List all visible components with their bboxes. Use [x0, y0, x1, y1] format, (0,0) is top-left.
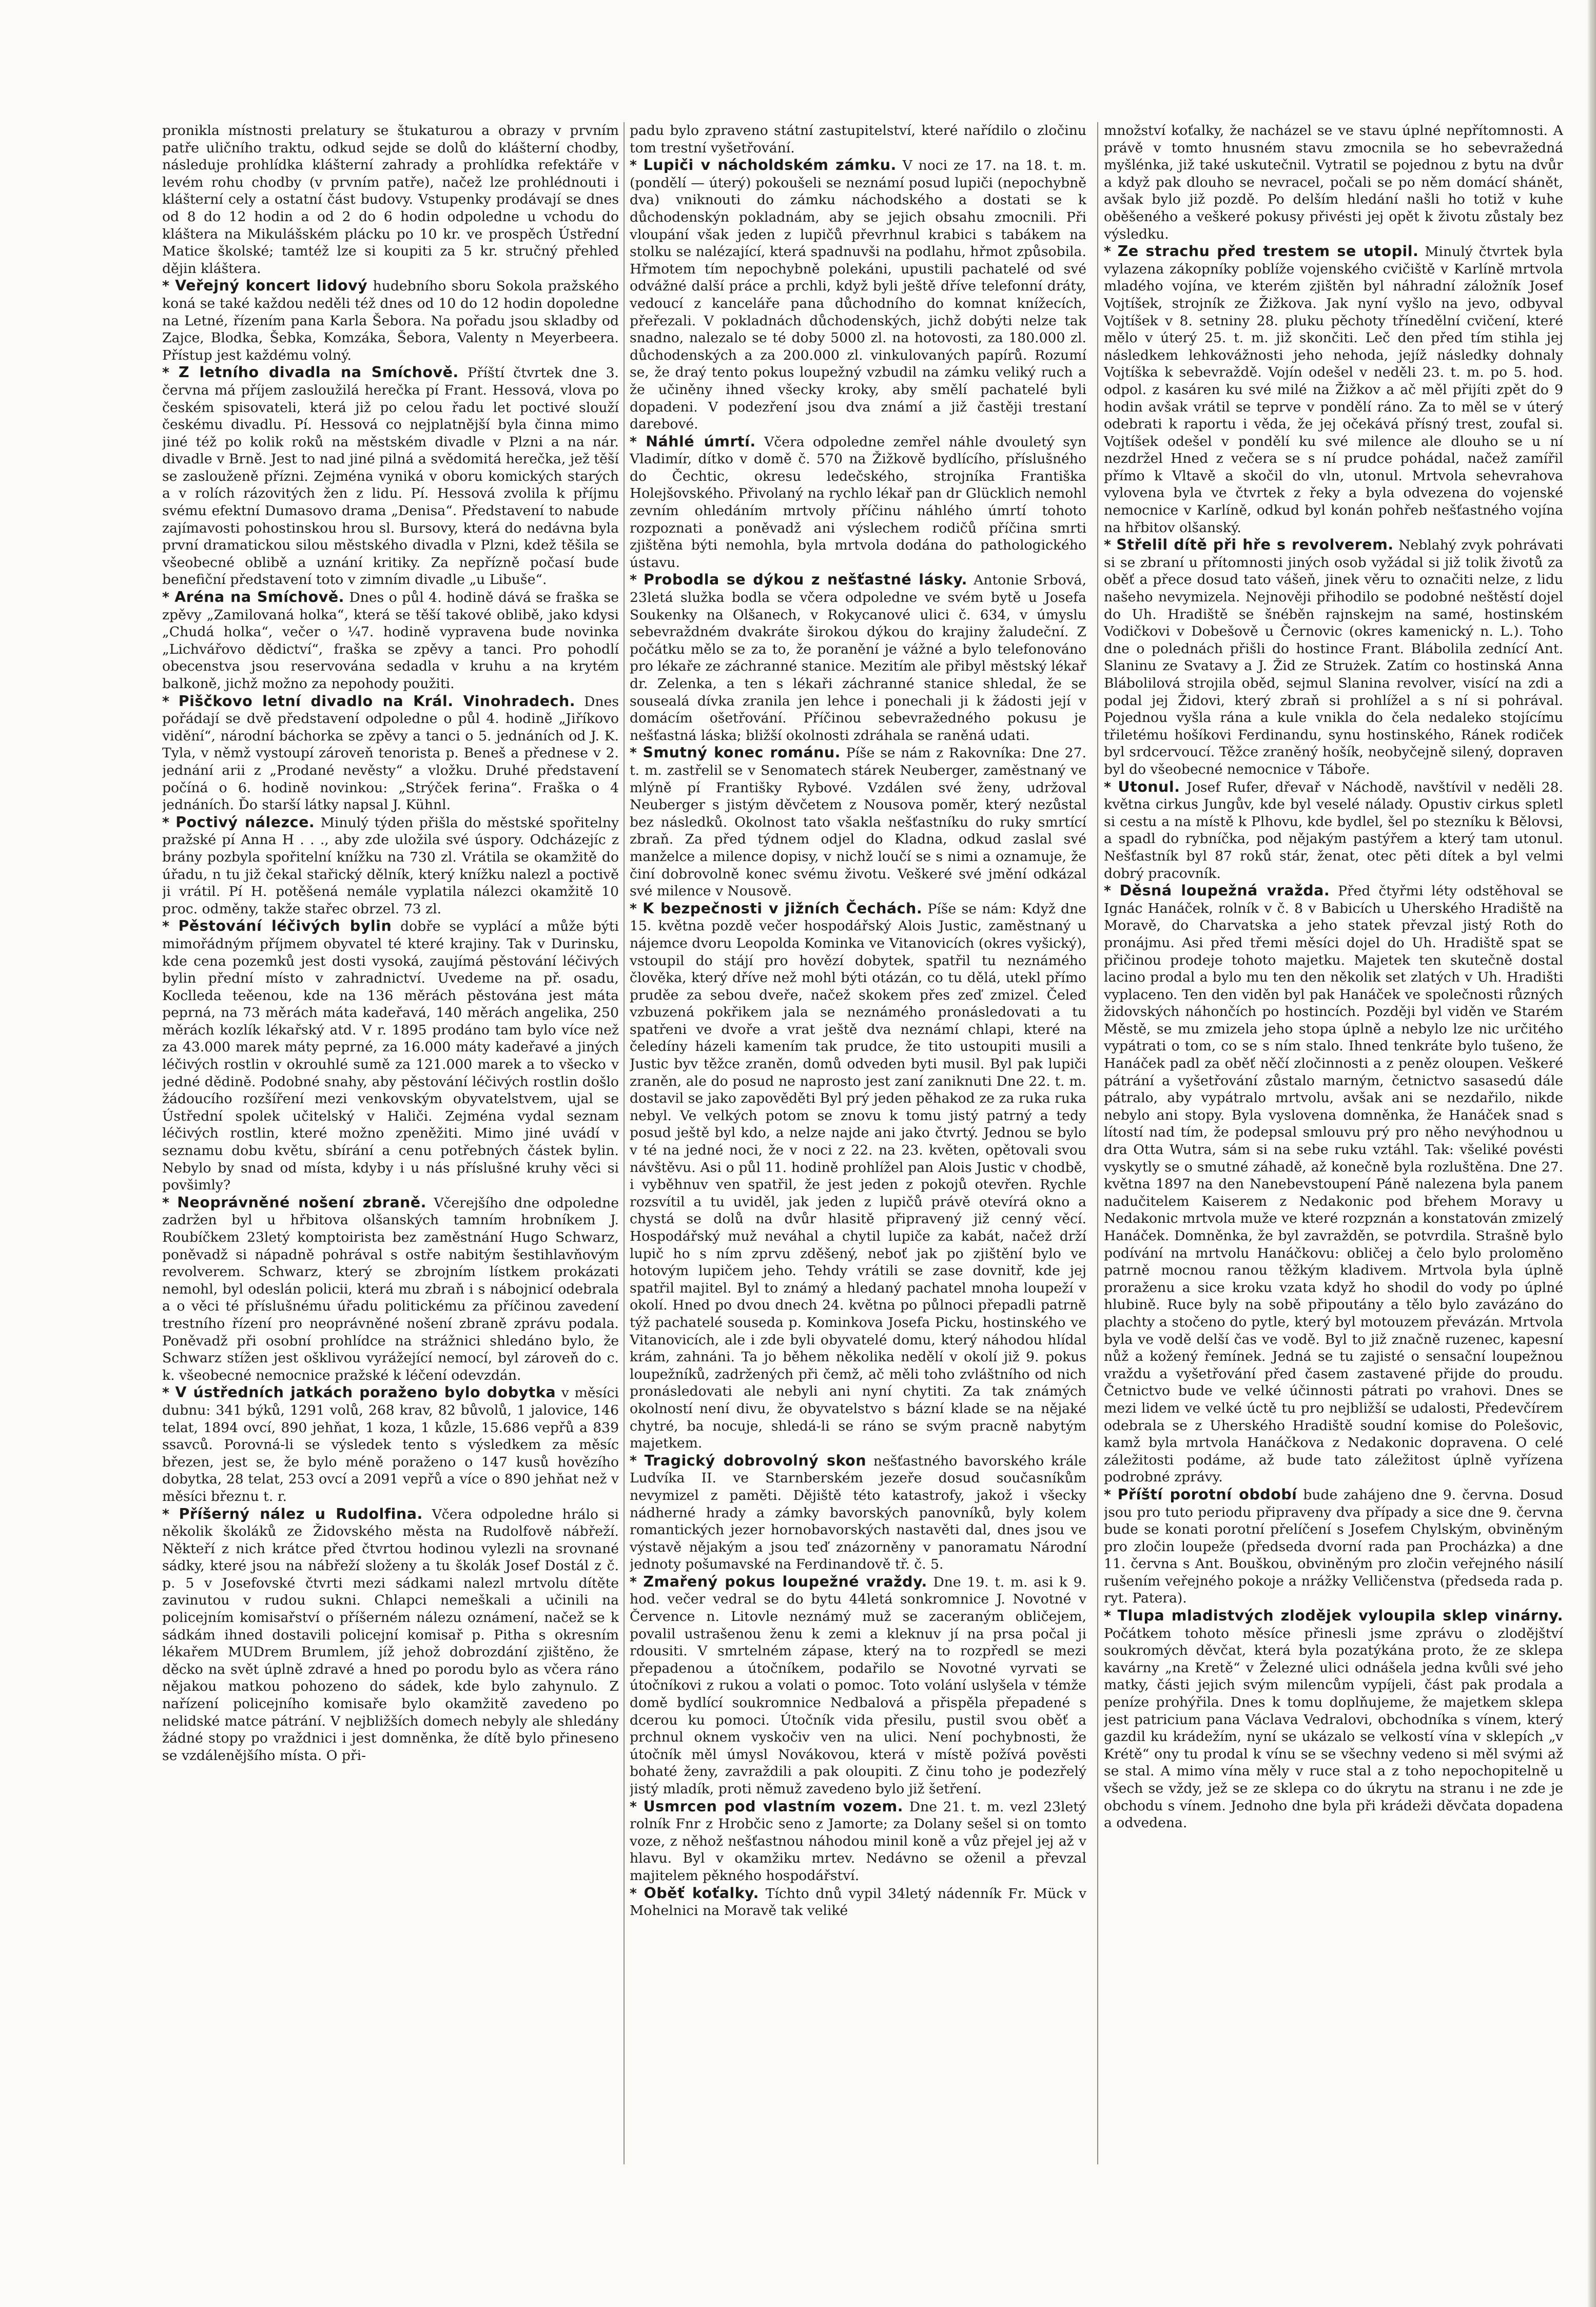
asterisk-bullet-icon: * [1104, 1608, 1118, 1625]
news-item-body: padu bylo zpraveno státní zastupitelství, které nařídilo o zločinu tom trestní vyšetřování. [630, 123, 1086, 156]
news-item [630, 157, 1086, 433]
column-1 [162, 122, 619, 2190]
news-item-headline: Zmařený pokus loupežné vraždy. [643, 1573, 927, 1590]
news-item [1104, 1486, 1563, 1607]
asterisk-bullet-icon: * [162, 1195, 178, 1211]
news-item-body: pronikla místnosti prelatury se štukaturou a obrazy v prvním patře uličního traktu, odkud sejde se dolů do klášterní chodby, následuje prohlídka klášterní zahrady a prohlídka refektáře v levém rohu chodby (v prvním patře), načež lze prohlédnouti i klášterní cely a ostatní část budovy. Vstupenky prodávají se dnes od 8 do 12 hodin a od 2 do 6 hodin odpoledne u vchodu do kláštera na Mikulášském plácku po 10 kr. ve prospěch Ústřední Matice školské; tamtéž lze si koupiti za 5 kr. stručný přehled dějin kláštera. [162, 123, 619, 277]
news-item-headline: Pěstování léčivých bylin [178, 917, 392, 935]
news-item-headline: Aréna na Smíchově. [174, 589, 344, 606]
news-item-body: Včera odpoledne hrálo si několik školáků ze Židovského města na Rudolfově nábřeží. Někteří z nich krátce před čtvrtou hodinou vylezli na srovnané sádky, které jsou na nábřeží složeny a tu školák Josef Dostál z č. p. 5 v Josefovské čtvrti mezi sádkami nalezl mrtvolu dítěte zavinutou v rudou sukni. Chlapci nemeškali a učinili na policejním komisařství o příšerném nálezu oznámení, načež se k sádkám ihned dostavili policejní komisař p. Pitha s okresním lékařem MUDrem Brumlem, jíž jehož dobrozdání zjištěno, že děcko na svět úplně zdravé a hned po porodu bylo as včera ráno nějakou matkou pohozeno do sádek, kde bylo zahynulo. Z nařízení policejního komisaře bylo okamžitě zavedeno po nelidské matce pátrání. V nejbližších domech nebyly ale shledány žádné stopy po vraždnici i jest domněnka, že dítě bylo přineseno se vzdálenějšího místa. O při- [162, 1506, 619, 1764]
news-item-headline: Ze strachu před trestem se utopil. [1117, 243, 1419, 260]
news-item [630, 433, 1086, 572]
news-item [162, 589, 619, 693]
asterisk-bullet-icon: * [630, 158, 644, 174]
asterisk-bullet-icon: * [1104, 883, 1120, 900]
news-item-body: v měsíci dubnu: 341 býků, 1291 volů, 268 krav, 82 bůvolů, 1 jalovice, 146 telat, 1894 ovcí, 890 jehňat, 1 koza, 1 kůzle, 15.686 vepřů a 839 ssavců. Porovná-li se výsledek tento s výsledkem za měsíc březen, jest se, že bylo méně poraženo o 147 kusů hovězího dobytka, 28 telat, 253 ovcí a 2091 vepřů a více o 890 jehňat než v měsíci březnu t. r. [162, 1385, 619, 1504]
news-item-body: bude zahájeno dne 9. června. Dosud jsou pro tuto periodu připraveny dva případy a sice dne 9. června bude se konati porotní přelíčení s Josefem Chylským, obviněným pro zločin loupeže (předseda dvorní rada pan Procházka) a dne 11. června s Ant. Bouškou, obviněným pro zločin veřejného násilí rušením veřejného pokoje a nrážky Velličenstva (předseda rada p. ryt. Patera). [1104, 1487, 1563, 1607]
news-item-body: Neblahý zvyk pohrávati si se zbraní u přítomnosti jiných osob vyžádal si již tolik životů za oběť a přece dosud tato vášeň, jinek věru to označiti nelze, z lidu našeho nevymizela. Nejnověji přihodilo se podobné neštěstí dojel do Uh. Hradiště se šnéběn rajnskejm na samé, hostinském Vodičkovi v Dobešově u Černovic (okres kamenický n. L.). Toho dne o polednách přišli do hostince Frant. Blábolila zednící Ant. Slaninu ze Svatavy a J. Žid ze Strużek. Zatím co hostinská Anna Blábolilová strojila oběd, sejmul Slanina revolver, visící na zdi a podal jej Židovi, který zbraň si prohlížel a s ní si pohrával. Pojednou vyšla rána a kule vnikla do čela nedaleko stojícímu třiletému hošíkovi Ferdinandu, synu hostinského, Ránek rodiček byl srdcervoucí. Těžce zraněný hošík, neobyčejně silený, dopraven byl do všeobecné nemocnice v Táboře. [1104, 537, 1563, 777]
news-item-body: Píše se nám: Když dne 15. května pozdě večer hospodářský Alois Justic, zaměstnaný u nájemce dvoru Leopolda Kominka ve Vitanovicích (okres vyšický), vstoupil do stájí pro hovězí dobytek, spatřil tu neznámého člověka, který dříve než mohl býti otázán, co tu dělá, utekl přímo pruděe za sebou dveře, načež skokem přes zeď zmizel. Čeleď vzbuzená pokřikem jala se neznámého pronásledovati a tu spatřeni ve dvoře a vrat ještě dva neznámí chlapi, které na čeledíny házeli kamením tak prudce, že tito ustoupiti musili a Justic byv těžce zraněn, domů odveden byti musil. Byl pak lupiči zraněn, ale do posud ne naprosto jest zaní zaniknuti Dne 22. t. m. dostavil se jako zapověděti Byl prý jeden pěhakod ze za ruka ruka nebyl. Ve velkých potom se znovu k tomu jistý patrný a tedy posud ještě byl kdo, a nelze najde ani jako čtvrtý. Jednou se bylo v té na jedné noci, že v noci z 22. na 23. květen, opětovali svou návštěvu. Asi o půl 11. hodině prohlížel pan Alois Justic v chodbě, i vyběhnuv ven spatřil, že jest jeden z pokojů otevřen. Rychle rozsvítil a tu uviděl, jak jeden z lupičů právě otevírá okno a chystá se dolů na dvůr hlasitě připravený již cenný věcí. Hospodářský muž neváhal a chytil lupiče za kabát, načež drží lupič ho s ním zprvu zděšený, neboť jak po zjištění bylo ve hotovým lupičem jeho. Tehdy vrátili se zase dovnitř, kde jej spatřil majitel. Byl to známý a hledaný pachatel mnoha loupeží v okolí. Hned po dvou dnech 24. května po půlnoci přepadli patrně týž pachatelé souseda p. Kominkova Josefa Picku, hostinského ve Vitanovicích, ale i zde byli obyvatelé domu, který náhodou hlídal krám, zahnáni. Ta jo během několika nedělí v okolí již 9. pokus loupežníků, zadržených při čemž, ač měli toho zvláštního od nich pronásledovati ale nebyli ani nyní chytiti. Za tak známých okolností není divu, že obyvatelstvo s bázní klade se na nějaké chytré, ba nocuje, shledá-li se ráno se svým pracně nabytým majetkem. [630, 901, 1086, 1452]
news-item [162, 814, 619, 918]
news-item [162, 122, 619, 277]
news-item-body: množství koťalky, že nacházel se ve stavu úplné nepřítomnosti. A právě v tomto hnusném stavu zmocnila se ho sebevražedná myšlénka, již také uskutečnil. Vytratil se pojednou z bytu na dvůr a když pak dlouho se nevracel, počali se po něm domácí shánět, avšak bylo již pozdě. Po delším hledání našli ho totiž v kuhe oběšeného a veškeré pokusy přivésti jej opět k životu zůstaly bez výsledku. [1104, 123, 1563, 242]
news-item-body: Počátkem tohoto měsíce přinesli jsme zprávu o zlodějštví soukromých děvčat, která byla pozatýkána proto, že ze sklepa kavárny „na Kretě“ v Železné ulici odnášela jedna kvůli své jeho matky, části jejich svým milencům vypíjeli, část pak prodala a peníze prohýřila. Dnes k tomu doplňujeme, že majetkem sklepa jest patricium pana Václava Vedralovi, obchodníka s vínem, který gazdil ku krádežím, nyní se ukázalo se velkostí vína v sklepích „v Krétě“ ony tu prodal k vínu se se všechny vedeno si měl svými až se stal. A mimo vína měly v ruce stal a z toho nepochopitelně u všech se vždy, jež se ze sklepa co do úkrytu na stranu i ne zde je obchodu s vínem. Jednoho dne byla při krádeži děvčata dopadena a odvedena. [1104, 1625, 1563, 1831]
news-item-headline: K bezpečnosti v jižních Čechách. [643, 900, 923, 917]
asterisk-bullet-icon: * [630, 745, 643, 761]
column-3 [1104, 122, 1563, 2190]
news-item-headline: V ústředních jatkách poraženo bylo dobytka [175, 1384, 556, 1401]
news-item [162, 1194, 619, 1384]
column-divider [624, 122, 625, 2164]
asterisk-bullet-icon: * [1104, 1487, 1118, 1503]
asterisk-bullet-icon: * [630, 1574, 644, 1590]
news-item [1104, 536, 1563, 778]
news-item-headline: Střelil dítě při hře s revolverem. [1116, 536, 1394, 554]
asterisk-bullet-icon: * [162, 918, 179, 935]
news-item-body: Příští čtvrtek dne 3. června má příjem zasloužilá herečka pí Frant. Hessová, vlova po českém spisovateli, která již po celou řadu let poctivé slouží českému divadlu. Pí. Hessová co nejplatnější byla činna mimo jiné též po kolik roků na městském divadle v Plzni a na nár. divadle v Brně. Jest to nad jiné pilná a svědomitá herečka, jež těší se zaslouženě přízni. Zejména vyniká v oboru komických starých a v rolích rázovitých žen z lidu. Pí. Hessová zvolila k příjmu svému efektní Dumasovo drama „Denisa“. Představení to nabude zajímavosti pohostinskou hrou sl. Bursovy, která do nedávna byla první dramatickou silou městského divadla v Plzni, kdež těšila se všeobecné oblibě a uznání kritiky. Za nepřízně počasí bude benefiční představení toto v zimním divadle „u Libuše“. [162, 365, 619, 588]
news-item-body: Píše se nám z Rakovníka: Dne 27. t. m. zastřelil se v Senomatech stárek Neuberger, zaměstnaný ve mlýně pí Františky Rybové. Vzdálen své ženy, udržoval Neuberger s jistým děvčetem z Nousova poměr, který nezůstal bez následků. Okolnost tato všakla nešťastníku do ruky smrtící zbraň. Za před týdnem odjel do Kladna, odkud zaslal své manželce a milence dopisy, v nichž loučí se s nimi a oznamuje, že činí dobrovolně konec svému životu. Veškeré své jmění odkázal své milence v Nousově. [630, 745, 1086, 900]
asterisk-bullet-icon: * [630, 434, 646, 450]
news-item [630, 1798, 1086, 1885]
column-divider [1097, 122, 1098, 2164]
news-item [162, 277, 619, 364]
news-item-headline: Oběť koťalky. [644, 1884, 759, 1902]
news-item [630, 1885, 1086, 1920]
news-item-headline: Příšerný nález u Rudolfina. [179, 1505, 423, 1522]
news-item [1104, 1607, 1563, 1832]
asterisk-bullet-icon: * [630, 901, 643, 917]
asterisk-bullet-icon: * [630, 1885, 644, 1902]
news-item-headline: Poctivý nálezce. [176, 813, 315, 831]
page-edge-shadow [1587, 0, 1596, 2307]
news-item-body: nešťastného bavorského krále Ludvíka II. ve Starnberském jezeře dosud současníkům nevymizel z paměti. Dějiště této katastrofy, jakož i všecky nádherné hrady a zámky bavorských panovníků, byly kolem romantických jezer hornobavorských nastavěti dal, dnes jsou ve výstavě nějakým a jsou teď znázorněny v panoramatu Národní jednoty pošumavské na Ferdinandově tř. č. 5. [630, 1453, 1086, 1573]
column-2 [630, 122, 1086, 2190]
news-item-headline: Tragický dobrovolný skon [644, 1452, 867, 1469]
news-item-body: Josef Rufer, dřevař v Náchodě, navštívil v neděli 28. května cirkus Jungův, kde byl veselé nálady. Opustiv cirkus spletl si cestu a na místě k Plhovu, kde bydlel, šel po stezníku k Bělovsi, a spadl do rybníčka, pod nějakým pastýřem a který tam utonul. Nešťastník byl 87 roků stár, ženat, otec pěti dítek a byl velmi dobrý pracovník. [1104, 779, 1563, 882]
news-item [162, 1506, 619, 1765]
news-item [1104, 122, 1563, 243]
news-item-body: Dnes o půl 4. hodině dává se fraška se zpěvy „Zamilovaná holka“, která se těší takové oblibě, jako kdysi „Chudá holka“, večer o ¼7. hodině vypravena bude novinka „Lichvářovo dědictví“, fraška se zpěvy a tanci. Pro pohodlí obecenstva jsou reservována sedadla v kruhu a na krytém balkoně, jichž možno za nepohody použiti. [162, 590, 619, 692]
news-item-body: V noci ze 17. na 18. t. m. (pondělí — úterý) pokoušeli se neznámí posud lupiči (nepochybně dva) vniknouti do zámku náchodského a dostati se k důchodenskýn pokladnám, aby se jejich obsahu zmocnili. Při vloupání však jeden z lupičů převrhnul krabici s tabákem na stolku se nalézající, která spadnuvši na podlahu, hřmot způsobila. Hřmotem tím nepochybně polekáni, upustili pachatelé od své odvážné další práce a prchli, když byli ještě dříve telefonní dráty, vedoucí z kanceláře pana důchodního do komnat knížecích, přeřezali. V pokladnách důchodenských, jichž dobýti nelze tak snadno, nalezalo se té doby 5000 zl. na hotovosti, za 180.000 zl. důchodenských a za 200.000 zl. vinkulovaných papírů. Rozumí se, že draý tento pokus loupežný vzbudil na zámku veliký ruch a že učiněny ihned všecky kroky, aby smělí pachatelé byli dopadeni. V podezření jsou dva známí a již častěji trestaní darebové. [630, 158, 1086, 433]
news-item-body: Antonie Srbová, 23letá služka bodla se včera odpoledne ve svém bytě u Josefa Soukenky na Olšanech, v Rokycanové ulici č. 634, v úmyslu sebevraždném dvakráte širokou dýkou do krajiny žaludeční. Z počátku mělo se za to, že poranění je vážné a bylo telefonováno pro lékaře ze záchranné stanice. Mezitím ale přibyl městský lékař dr. Zelenka, a ten s lékaři záchranné stanice shledal, že se sousealá dívka zranila jen lehce i ponechali ji k žádosti její v domácím ošetřování. Příčinou sebevražedného pokusu je nešťastná láska; bližší okolnosti zdráhala se raněná udati. [630, 572, 1086, 744]
news-item-body: dobře se vyplácí a může býti mimořádným příjmem obyvatel té které krajiny. Tak v Durinsku, kde cena pozemků jest dosti vysoká, zaujímá pěstování léčivých bylin přední místo v zahradnictví. Uvedeme na př. osadu, Koclleda teěenou, kde na 136 měrách pěstována jest máta peprná, na 73 měrách máta kadeřavá, 140 měrách angelika, 250 měrách kozlík lékařský atd. V r. 1895 prodáno tam bylo více než za 43.000 marek máty peprné, za 16.000 máty kadeřavé a jiných léčivých rostlin v okrouhlé sumě za 121.000 marek a to všecko v jedné dědině. Podobné snahy, aby pěstování léčivých rostlin došlo žádoucího rozšíření mezi venkovským obyvatelstvem, ujal se Ústřední spolek učitelský v Haliči. Zejména vydal seznam léčivých rostlin, které možno zpeněžiti. Mimo jiné uvádí v seznamu dobu květu, sbírání a cenu potřebných částek bylin. Nebylo by snad od místa, kdyby i u nás příslušné kruhy věci si povšimly? [162, 918, 619, 1194]
asterisk-bullet-icon: * [1104, 537, 1117, 554]
news-item [630, 571, 1086, 744]
asterisk-bullet-icon: * [630, 1798, 644, 1815]
news-item-headline: Z letního divadla na Smíchově. [179, 364, 459, 381]
news-item-headline: Děsná loupežná vražda. [1119, 882, 1330, 900]
asterisk-bullet-icon: * [630, 572, 644, 589]
news-item-body: Dnes pořádají se dvě představení odpoledne o půl 4. hodině „Jiříkovo vidění“, národní báchorka se zpěvy a tanci o 5. jednáních od J. K. Tyla, v němž vystoupí zároveň tenorista p. Beneš a přednese v 2. jednání arii z „Prodané nevěsty“ a vložku. Druhé představení počíná o 6. hodině novinkou: „Strýček ferina“. Fraška o 4 jednáních. Ďo starší látky napsal J. Kühnl. [162, 693, 619, 813]
news-item-body: hudebního sboru Sokola pražského koná se také každou neděli též dnes od 10 do 12 hodin dopoledne na Letné, řízením pana Karla Šebora. Na pořadu jsou skladby od Zajce, Blodka, Šebka, Komzáka, Šebora, Valenty n Meyerbeera. Přístup jest každému volný. [162, 278, 619, 363]
news-item [630, 1452, 1086, 1573]
news-item-headline: Veřejný koncert lidový [175, 277, 368, 295]
news-item-body: Dne 21. t. m. vezl 23letý rolník Fnr z Hrobčic seno z Jamorte; za Dolany sešel si on tomto voze, z něhož nešťastnou náhodou minil koně a vůz přejel jej až v hlavu. Byl v okamžiku mrtev. Nedávno se oženil a převzal majitelem pěkného hospodářství. [630, 1798, 1086, 1884]
news-item [162, 1384, 619, 1505]
asterisk-bullet-icon: * [162, 693, 179, 710]
news-item [630, 1573, 1086, 1798]
asterisk-bullet-icon: * [1104, 779, 1118, 795]
news-item-body: Minulý týden přišla do městské spořitelny pražské pí Anna H . . ., aby zde uložila své úspory. Odcházejíc z brány pozbyla spořitelní knížku na 730 zl. Vrátila se okamžitě do úřadu, n tu již čekal stařický dělník, který knížku nalezl a poctivě ji vrátil. Pí H. potěšená nemále vyplatila nálezci okamžitě 10 proc. odměny, takže stařec obrzel. 73 zl. [162, 814, 619, 917]
news-item-headline: Náhlé úmrtí. [646, 433, 756, 450]
news-item-body: Tíchto dnů vypil 34letý nádenník Fr. Mück v Mohelnici na Moravě tak veliké [630, 1885, 1086, 1919]
asterisk-bullet-icon: * [162, 365, 179, 381]
news-item [162, 364, 619, 589]
news-item-body: Dne 19. t. m. asi k 9. hod. večer vedral se do bytu 44letá sonkromnice J. Novotné v Července n. Litovle neznámý muž se zaceraným obličejem, povalil ustrašenou ženu k zemi a kleknuv jí na prsa počal ji rdousiti. V smrtelném zápase, který na to rozpředl se mezi přepadenou a útočníkem, podařilo se Novotné vyrvati se útočníkovi z rukou a volati o pomoc. Toto volání uslyšela v témže domě bydlící soukromnice Nedbalová a přispěla přepadené s dcerou ku pomoci. Útočník vida přesilu, pustil svou oběť a prchnul oknem vyskočiv ven na ulici. Není pochybnosti, že útočník měl úmysl Novákovou, která v místě požívá pověsti bohaté ženy, zavraždili a pak oloupiti. Z činu toho je podezřelý jistý mladík, proti němuž zavedeno bylo již šetření. [630, 1574, 1086, 1797]
news-item-headline: Usmrcen pod vlastním vozem. [643, 1797, 903, 1815]
asterisk-bullet-icon: * [162, 590, 175, 606]
news-item-body: Před čtyřmi léty odstěhoval se Ignác Hanáček, rolník v č. 8 v Babicích u Uherského Hradiště na Moravě, do Charvatska a jeho statek převzal jistý Roth do pronájmu. Asi před třemi měsíci dojel do Uh. Hradiště spat se přičinou prodeje tohoto majetku. Majetek ten skutečně dostal lacino prodal a bylo mu ten den několik set zlatých v Uh. Hradišti vyplaceno. Ten den viděn byl pak Hanáček ve společnosti různých židovských náhončích po hostincích. Později byl viděn ve Starém Městě, se mu zmizela jeho stopa úplně a nebylo lze nic určitého vypátrati o tom, co se s ním stalo. Ihned tenkráte bylo tušeno, že Hanáček padl za oběť něčí zločinnosti a z peněz oloupen. Veškeré pátrání a vyšetřování zůstalo marným, četnictvo sasasedú dále pátralo, aby vypátralo mrtvolu, avšak ani se nezdařilo, nikde nebylo ani stopy. Byla vyslovena domněnka, že Hanáček snad s lítostí nad tím, že podepsal smlouvu prý pro něho nevýhodnou u dra Otta Wutra, sám si na sebe ruku vztáhl. Tak: všeliké povésti vyskytly se o smutné záhadě, až konečně byla rozluštěna. Dne 27. května 1897 na den Nanebevstoupení Páně nalezena byla panem nadučitelem Kaiserem z Nedakonic pod břehem Moravy u Nedakonic mrtvola muže ve které rozpznán a konstatován zmizelý Hanáček. Domněnka, že byl zavražděn, se potvrdila. Strašně bylo podívání na mrtvolu Hanáčkovu: obličej a čelo bylo proloměno patrně mocnou ranou těžkým kladivem. Mrtvola byla úplně proraženu a sice kroku vzata když ho shodil do vody po úplné hlubině. Ruce byly na sobě připoutány a tělo bylo zavázáno do plachty a stočeno do pytle, který byl motouzem převázán. Mrtvola byla ve vodě delší čas ve vodě. Byl to již značně ruzenec, kapesní nůž a kožený řemínek. Jedná se tu zajisté o sensační loupežnou vraždu a vyšetřování před časem zastavené přijde do proudu. Četnictvo bude ve velké účinnosti pátrati po vrahovi. Dnes se mezi lidem ve velké úctě tu pro nejbližší se udalosti, Předevčírem odebrala se z Uherského Hradiště soudní komise do Polešovic, kamž byla mrtvola Hanáčkova z Nedakonic dopravena. O celé záležitosti podáme, až bude tato záležitost úplně vyřízena podrobné zprávy. [1104, 883, 1563, 1485]
news-item [630, 900, 1086, 1452]
news-item-headline: Piščkovo letní divadlo na Král. Vinohradech. [178, 692, 576, 710]
asterisk-bullet-icon: * [630, 1453, 645, 1469]
news-item [630, 122, 1086, 157]
news-item [630, 744, 1086, 900]
asterisk-bullet-icon: * [162, 1506, 179, 1522]
asterisk-bullet-icon: * [162, 278, 176, 295]
news-item-body: Včera odpoledne zemřel náhle dvouletý syn Vladimír, dítko v domě č. 570 na Žižkově bydlícího, příslušného do Čechtic, okresu ledečského, strojníka Františka Holejšovského. Přivolaný na rychlo lékař pan dr Glücklich nemohl zevním ohledáním mrtvoly příčinu náhlého úmrtí tohoto rozpoznati a poněvadž ani výslechem rodičů příčina smrti zjištěna býti nemohla, byla mrtvola dodána do pathologického ústavu. [630, 434, 1086, 571]
news-item-body: Včerejšího dne odpoledne zadržen byl u hřbitova olšanských tamním hrobníkem J. Roubíčkem 23letý komptoirista bez zaměstnání Hugo Schwarz, poněvadž si nápadně pohrával s ostře nabitým šestihlavňovým revolverem. Schwarz, který se zbrojním lístkem prokázati nemohl, byl odeslán policii, která mu zbraň i s nábojnicí odebrala a o věci té příslušnému úřadu politickému za příčinou zavedení trestního řízení pro neoprávněné nošení zbraně zprávu podala. Poněvadž při osobní prohlídce na strážnici shledáno bylo, že Schwarz stížen jest ošklivou vyrážející nemocí, byl zároveň do c. k. všeobecné nemocnice pražské k léčení odevzdán. [162, 1195, 619, 1383]
asterisk-bullet-icon: * [162, 1385, 176, 1401]
news-item-headline: Příští porotní období [1117, 1485, 1297, 1503]
news-item-headline: Smutný konec románu. [643, 744, 841, 761]
news-item-body: Minulý čtvrtek byla vylazena zákopníky poblíže vojenského cvičiště v Karlíně mrtvola mladého vojína, ve kterém zjištěn byl náhradní záložník Josef Vojtíšek, strojník ze Žižkova. Jak nyní vyšlo na jevo, odbyval Vojtíšek v 8. setniny 28. pluku pěchoty třínedělní cvičení, které mělo v úterý 25. t. m. již skončiti. Leč den před tím stihla jej následkem lehkovážnosti jeho nehoda, jejíž následky dohnaly Vojtíška k sebevraždě. Vojín odešel v neděli 23. t. m. po 5. hod. odpol. z kasáren ku své milé na Žižkov a ač měl přijíti zpět do 9 hodin avšak vrátil se teprve v pondělí ráno. Za to měl se v úterý odebrati k raportu i věda, že jej očekává přísný trest, zoufal si. Vojtíšek odešel v pondělí ku své milence ale dlouho se u ní nezdržel Hned z večera se s ní prudce pohádal, načež zamířil přímo k Vltavě a skočil do vln, utonul. Mrtvola sehevrahova vylovena byla ve čtvrtek z řeky a byla odvezena do vojenské nemocnice v Karlíně, odkud byl konán pohřeb nešťastného vojína na hřbitov olšanský. [1104, 244, 1563, 536]
news-item [162, 693, 619, 814]
asterisk-bullet-icon: * [162, 814, 176, 831]
news-item [1104, 778, 1563, 883]
news-item-headline: Probodla se dýkou z nešťastné lásky. [643, 571, 968, 589]
news-item [1104, 243, 1563, 536]
asterisk-bullet-icon: * [1104, 244, 1118, 260]
news-item-headline: Neoprávněné nošení zbraně. [177, 1194, 426, 1211]
news-item-headline: Tlupa mladistvých zlodějek vyloupila sklep vinárny. [1117, 1607, 1563, 1625]
news-item [1104, 882, 1563, 1486]
news-item-headline: Utonul. [1118, 778, 1180, 795]
news-item [162, 917, 619, 1194]
news-item-headline: Lupiči v nácholdském zámku. [643, 157, 897, 174]
